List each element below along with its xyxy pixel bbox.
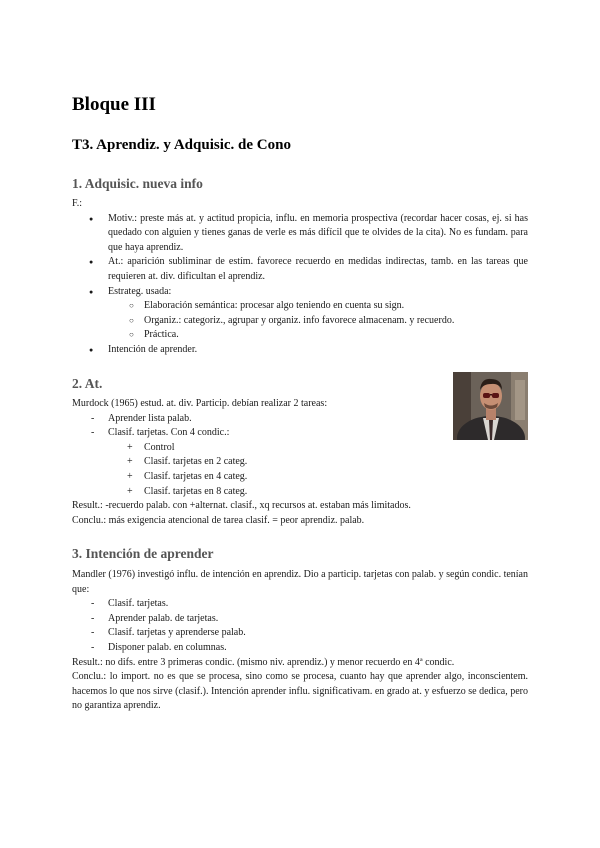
murdock-result: Result.: -recuerdo palab. con +alternat. clasif., xq recursos at. estaban más limitados.	[72, 500, 411, 511]
list-item: ● Intención de aprender.	[72, 343, 528, 358]
list-item: - Clasif. tarjetas. Con 4 condic.:	[72, 426, 450, 441]
list-item: + Clasif. tarjetas en 4 categ.	[72, 470, 450, 485]
list-item: ● Estrateg. usada:	[72, 285, 528, 300]
mandler-intro: Mandler (1976) investigó influ. de intención en aprendiz. Dio a particip. tarjetas con palab. y según condic. tenían que:	[72, 569, 528, 595]
murdock-tasks	[72, 412, 450, 441]
portrait-photo	[453, 372, 528, 440]
list-item: - Clasif. tarjetas.	[72, 597, 528, 612]
section-3-body	[72, 568, 528, 714]
section-1-body	[72, 197, 528, 358]
mandler-tasks	[72, 597, 528, 655]
list-item: ● Motiv.: preste más at. y actitud propicia, influ. en memoria prospectiva (recordar hacer cosas, ej. si has quedado con alguien y tienes ganas de verle es más difícil que te olvides de la cita). No es fundam. para que haya aprendiz.	[72, 212, 528, 256]
list-item: ● At.: aparición subliminar de estím. favorece recuerdo en medidas indirectas, tamb. en las tareas que requieren at. div. dificultan el aprendiz.	[72, 255, 528, 284]
murdock-conclusion: Conclu.: más exigencia atencional de tarea clasif. = peor aprendiz. palab.	[72, 514, 365, 526]
portrait-image	[453, 372, 528, 440]
murdock-conditions	[72, 441, 450, 499]
list-item: + Clasif. tarjetas en 8 categ.	[72, 485, 450, 500]
section-3-heading: 3. Intención de aprender	[72, 546, 214, 561]
factors-label: F.:	[72, 198, 83, 209]
mandler-result: Result.: no difs. entre 3 primeras condic. (mismo niv. aprendiz.) y menor recuerdo en 4ª condic.	[72, 656, 455, 668]
list-item: ○ Elaboración semántica: procesar algo teniendo en cuenta su sign.	[72, 299, 528, 314]
murdock-intro: Murdock (1965) estud. at. div. Particip. debían realizar 2 tareas:	[72, 398, 328, 409]
section-2-heading: 2. At.	[72, 376, 103, 391]
list-item: - Aprender palab. de tarjetas.	[72, 612, 528, 627]
list-item: ○ Organiz.: categoriz., agrupar y organiz. info favorece almacenam. y recuerdo.	[72, 314, 528, 329]
list-item: + Control	[72, 441, 450, 456]
section-1-heading: 1. Adquisic. nueva info	[72, 176, 203, 191]
strategy-sublist	[72, 299, 528, 343]
mandler-conclusion: Conclu.: lo import. no es que se procesa, sino como se procesa, cuanto hay que aprender algo, inconscientem. hacemos lo que nos sirve (clasif.). Intención aprender influ. significativam. en grado at. y esfuerzo se dedica, pero no garantiza aprendiz.	[72, 671, 528, 712]
section-2-results	[72, 499, 528, 528]
section-2-body	[72, 397, 450, 499]
factors-list-cont	[72, 343, 528, 358]
list-item: - Clasif. tarjetas y aprenderse palab.	[72, 626, 528, 641]
factors-list	[72, 212, 528, 300]
list-item: + Clasif. tarjetas en 2 categ.	[72, 455, 450, 470]
topic-title: T3. Aprendiz. y Adquisic. de Cono	[72, 137, 291, 153]
list-item: ○ Práctica.	[72, 328, 528, 343]
document-title: Bloque III	[72, 94, 156, 115]
list-item: - Disponer palab. en columnas.	[72, 641, 528, 656]
list-item: - Aprender lista palab.	[72, 412, 450, 427]
